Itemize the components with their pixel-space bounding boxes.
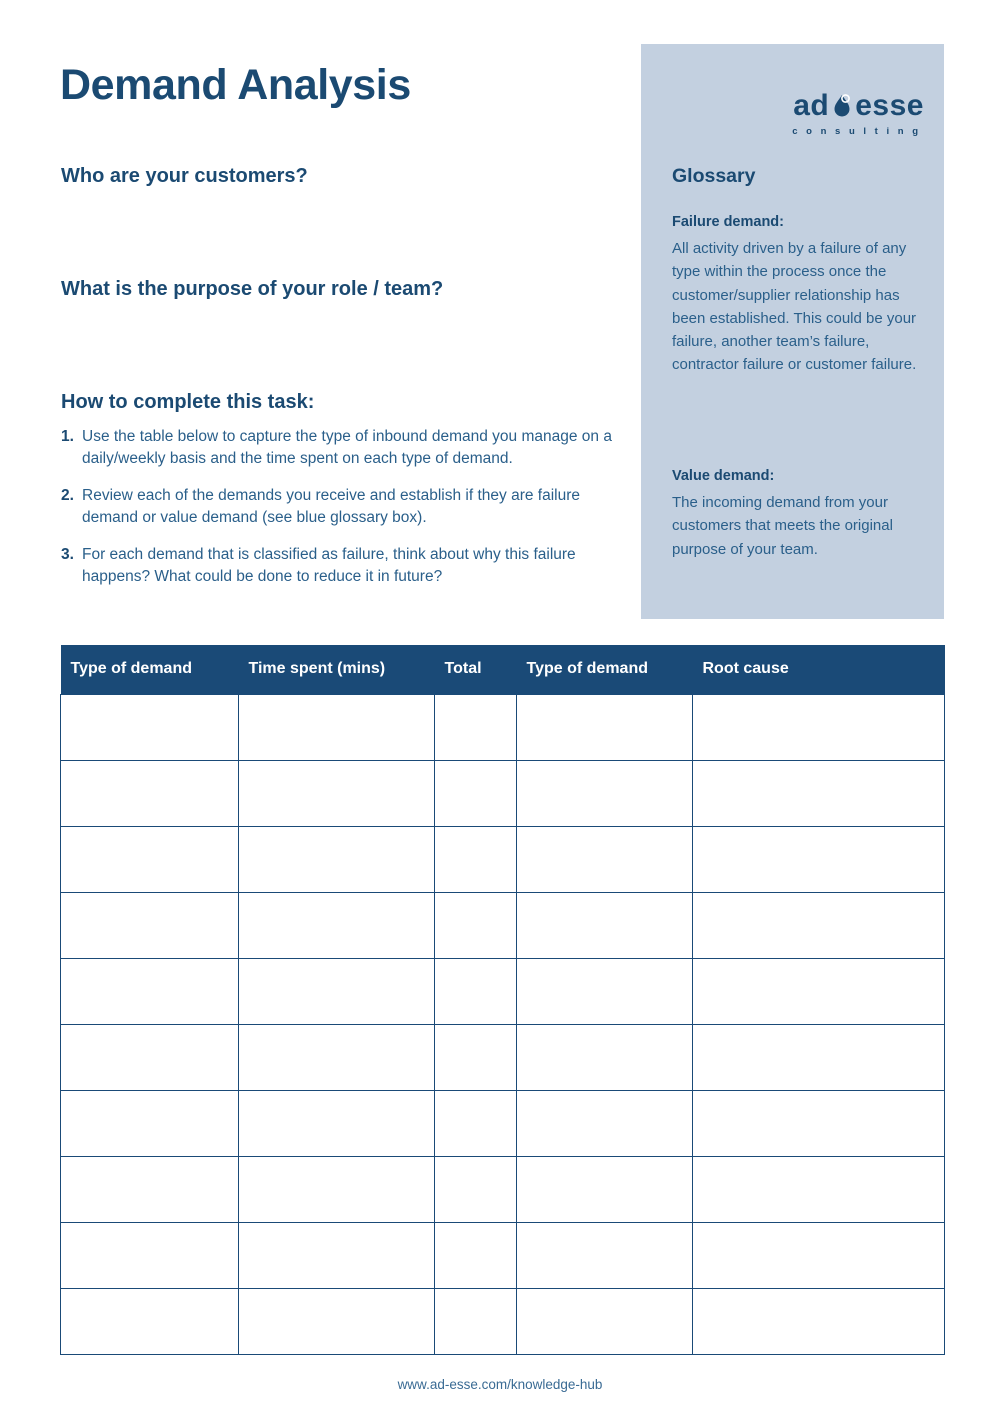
- cell-type-of-demand-2[interactable]: [517, 761, 693, 827]
- page-title: Demand Analysis: [60, 61, 411, 109]
- cell-time-spent[interactable]: [239, 1025, 435, 1091]
- glossary-term: Failure demand:: [672, 214, 784, 230]
- table-row: [61, 893, 945, 959]
- glossary-title: Glossary: [672, 165, 756, 187]
- cell-time-spent[interactable]: [239, 827, 435, 893]
- table-row: [61, 1289, 945, 1355]
- ad-esse-logo: [744, 91, 924, 151]
- step-text: Review each of the demands you receive and establish if they are failure demand or value demand (see blue glossary box).: [82, 486, 581, 527]
- cell-type-of-demand[interactable]: [61, 1223, 239, 1289]
- cell-root-cause[interactable]: [693, 959, 945, 1025]
- cell-type-of-demand[interactable]: [61, 959, 239, 1025]
- cell-time-spent[interactable]: [239, 695, 435, 761]
- list-item: [61, 485, 631, 530]
- glossary-definition: All activity driven by a failure of any type within the process once the customer/supplier relationship has been established. This could be your failure, another team’s failure, contractor failure or customer failure.: [672, 240, 917, 374]
- step-number: 2.: [61, 486, 74, 504]
- table-row: [61, 1157, 945, 1223]
- instruction-steps: [61, 426, 631, 603]
- cell-type-of-demand-2[interactable]: [517, 827, 693, 893]
- cell-total[interactable]: [435, 959, 517, 1025]
- cell-total[interactable]: [435, 1025, 517, 1091]
- list-item: [61, 544, 631, 589]
- cell-root-cause[interactable]: [693, 1289, 945, 1355]
- logo-text-left: ad: [793, 89, 830, 122]
- cell-total[interactable]: [435, 1157, 517, 1223]
- column-header-time-spent: Time spent (mins): [239, 645, 435, 695]
- cell-type-of-demand-2[interactable]: [517, 1025, 693, 1091]
- demand-analysis-table: [60, 645, 945, 1355]
- cell-type-of-demand-2[interactable]: [517, 893, 693, 959]
- cell-type-of-demand[interactable]: [61, 1091, 239, 1157]
- glossary-definition: The incoming demand from your customers that meets the original purpose of your team.: [672, 494, 893, 558]
- cell-root-cause[interactable]: [693, 1157, 945, 1223]
- cell-total[interactable]: [435, 893, 517, 959]
- logo-tagline: c o n s u l t i n g: [792, 126, 921, 137]
- cell-total[interactable]: [435, 1223, 517, 1289]
- cell-time-spent[interactable]: [239, 1223, 435, 1289]
- cell-type-of-demand[interactable]: [61, 761, 239, 827]
- cell-type-of-demand-2[interactable]: [517, 959, 693, 1025]
- cell-time-spent[interactable]: [239, 1157, 435, 1223]
- cell-type-of-demand[interactable]: [61, 1157, 239, 1223]
- cell-total[interactable]: [435, 695, 517, 761]
- column-header-total: Total: [435, 645, 517, 695]
- cell-root-cause[interactable]: [693, 1091, 945, 1157]
- cell-type-of-demand[interactable]: [61, 695, 239, 761]
- cell-type-of-demand-2[interactable]: [517, 1289, 693, 1355]
- cell-time-spent[interactable]: [239, 1091, 435, 1157]
- step-text: Use the table below to capture the type of inbound demand you manage on a daily/weekly basis and the time spent on each type of demand.: [82, 428, 612, 468]
- cell-type-of-demand[interactable]: [61, 1025, 239, 1091]
- cell-type-of-demand-2[interactable]: [517, 1091, 693, 1157]
- glossary-entry-failure-demand: [672, 214, 920, 377]
- step-number: 1.: [61, 428, 74, 445]
- cell-root-cause[interactable]: [693, 1025, 945, 1091]
- table-row: [61, 1025, 945, 1091]
- water-drop-icon: [829, 93, 855, 119]
- cell-type-of-demand[interactable]: [61, 827, 239, 893]
- glossary-entry-value-demand: [672, 468, 920, 561]
- logo-wordmark: [744, 91, 924, 121]
- cell-time-spent[interactable]: [239, 761, 435, 827]
- cell-type-of-demand[interactable]: [61, 1289, 239, 1355]
- cell-total[interactable]: [435, 761, 517, 827]
- column-header-root-cause: Root cause: [693, 645, 945, 695]
- table-body: [61, 695, 945, 1355]
- table-row: [61, 1223, 945, 1289]
- cell-type-of-demand-2[interactable]: [517, 695, 693, 761]
- table-row: [61, 695, 945, 761]
- list-item: [61, 426, 631, 471]
- prompt-purpose-of-role-team: What is the purpose of your role / team?: [61, 278, 444, 300]
- glossary-panel: [641, 44, 944, 619]
- cell-root-cause[interactable]: [693, 761, 945, 827]
- cell-total[interactable]: [435, 827, 517, 893]
- logo-text-right: esse: [855, 89, 924, 122]
- table-row: [61, 761, 945, 827]
- column-header-type-of-demand: Type of demand: [61, 645, 239, 695]
- step-text: For each demand that is classified as failure, think about why this failure happens? What could be done to reduce it in future?: [82, 545, 576, 586]
- cell-total[interactable]: [435, 1091, 517, 1157]
- table-row: [61, 959, 945, 1025]
- column-header-type-of-demand-2: Type of demand: [517, 645, 693, 695]
- table-row: [61, 827, 945, 893]
- footer-url[interactable]: www.ad-esse.com/knowledge-hub: [397, 1377, 603, 1392]
- cell-root-cause[interactable]: [693, 893, 945, 959]
- step-number: 3.: [61, 545, 74, 563]
- cell-type-of-demand[interactable]: [61, 893, 239, 959]
- glossary-term: Value demand:: [672, 468, 775, 484]
- cell-type-of-demand-2[interactable]: [517, 1223, 693, 1289]
- cell-time-spent[interactable]: [239, 893, 435, 959]
- cell-type-of-demand-2[interactable]: [517, 1157, 693, 1223]
- table-row: [61, 1091, 945, 1157]
- cell-root-cause[interactable]: [693, 1223, 945, 1289]
- prompt-who-are-your-customers: Who are your customers?: [61, 165, 308, 187]
- cell-time-spent[interactable]: [239, 959, 435, 1025]
- cell-root-cause[interactable]: [693, 827, 945, 893]
- cell-root-cause[interactable]: [693, 695, 945, 761]
- how-to-complete-heading: How to complete this task:: [61, 391, 315, 413]
- cell-time-spent[interactable]: [239, 1289, 435, 1355]
- cell-total[interactable]: [435, 1289, 517, 1355]
- table-header-row: [61, 645, 945, 695]
